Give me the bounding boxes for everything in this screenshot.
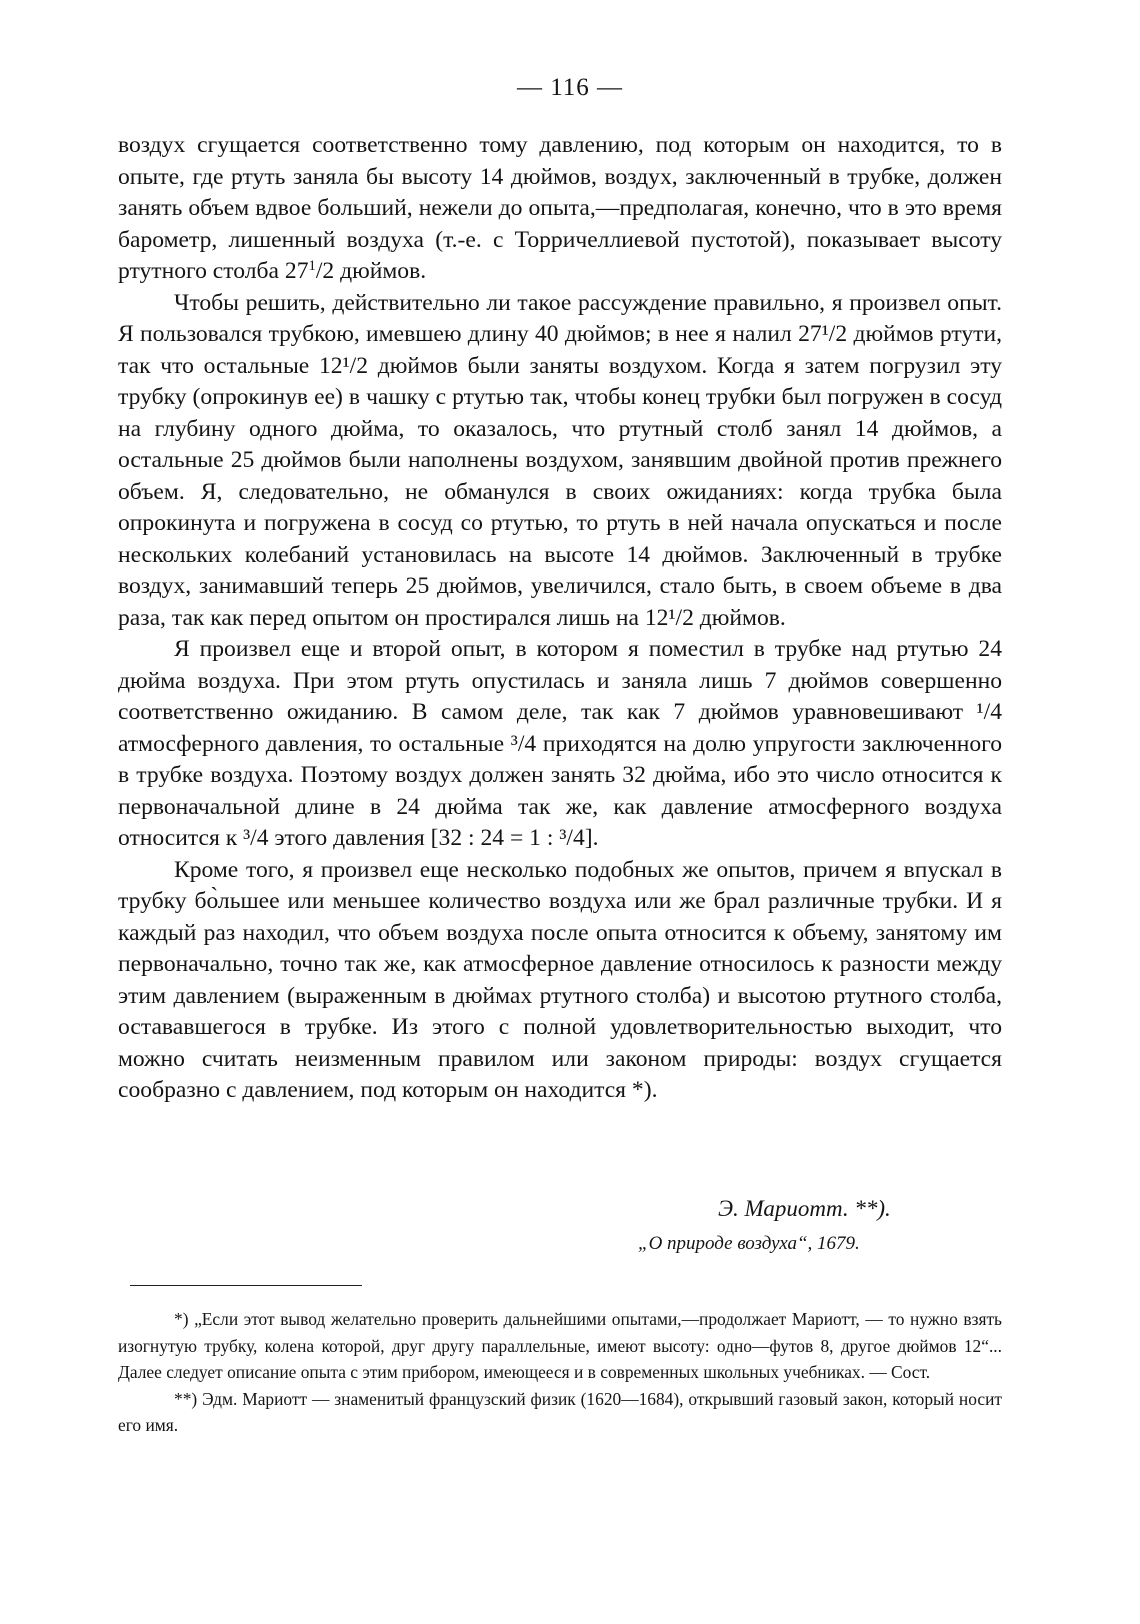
paragraph-1-tail: /2 дюймов.: [315, 258, 427, 284]
paragraph-1: [118, 130, 1002, 288]
paragraph-3: Я произвел еще и второй опыт, в котором я поместил в трубке над ртутью 24 дюйма воздуха. При этом ртуть опустилась и заняла лишь 7 дюймов совершенно соответственно ожиданию. В самом деле, так как 7 дюймов уравновешивают ¹/4 атмосферного давления, то остальные ³/4 приходятся на долю упругости заключенного в трубке воздуха. Поэтому воздух должен занять 32 дюйма, ибо это число относится к первоначальной длине в 24 дюйма так же, как давление атмосферного воздуха относится к ³/4 этого давления [32 : 24 = 1 : ³/4].: [118, 636, 1002, 851]
footnote-1: *) „Если этот вывод желательно проверить дальнейшими опытами,—продолжает Мариотт, — то нужно взять изогнутую трубку, колена которой, друг другу параллельные, имеют высоту: одно—футов 8, другое дюймов 12“... Далее следует описание опыта с этим прибором, имеющееся и в современных школьных учебниках. — Сост.: [118, 1309, 1002, 1382]
footnotes: [118, 1306, 1002, 1439]
main-text: [118, 130, 1002, 1107]
footnote-divider: [130, 1285, 362, 1286]
fraction-numerator: 1: [308, 257, 316, 274]
source-citation: „О природе воздуха“, 1679.: [638, 1233, 860, 1254]
author-signature: Э. Мариотт. **).: [718, 1196, 891, 1221]
paragraph-1-text: воздух сгущается соответственно тому давлению, под которым он находится, то в опыте, где ртуть заняла бы высоту 14 дюймов, воздух, заключенный в трубке, должен занять объем вдвое больший, нежели до опыта,—предполагая, конечно, что в это время барометр, лишенный воздуха (т.-е. с Торричеллиевой пустотой), показывает высоту ртутного столба 27: [118, 132, 1002, 284]
footnote-2: **) Эдм. Мариотт — знаменитый французский физик (1620—1684), открывший газовый закон, который носит его имя.: [118, 1388, 1002, 1435]
paragraph-4: Кроме того, я произвел еще несколько подобных же опытов, причем я впускал в трубку бо̀льшее или меньшее количество воздуха или же брал различные трубки. И я каждый раз находил, что объем воздуха после опыта относится к объему, занятому им первоначально, точно так же, как атмосферное давление относилось к разности между этим давлением (выраженным в дюймах ртутного столба) и высотою ртутного столба, остававшегося в трубке. Из этого с полной удовлетворительностью выходит, что можно считать неизменным правилом или законом природы: воздух сгущается сообразно с давлением, под которым он находится *).: [118, 856, 1002, 1103]
paragraph-2: Чтобы решить, действительно ли такое рассуждение правильно, я произвел опыт. Я пользовался трубкою, имевшею длину 40 дюймов; в нее я налил 27¹/2 дюймов ртути, так что остальные 12¹/2 дюймов были заняты воздухом. Когда я затем погрузил эту трубку (опрокинув ее) в чашку с ртутью так, чтобы конец трубки был погружен в сосуд на глубину одного дюйма, то оказалось, что ртутный столб занял 14 дюймов, а остальные 25 дюймов были наполнены воздухом, занявшим двойной против прежнего объем. Я, следовательно, не обманулся в своих ожиданиях: когда трубка была опрокинута и погружена в сосуд со ртутью, то ртуть в ней начала опускаться и после нескольких колебаний установилась на высоте 14 дюймов. Заключенный в трубке воздух, занимавший теперь 25 дюймов, увеличился, стало быть, в своем объеме в два раза, так как перед опытом он простирался лишь на 12¹/2 дюймов.: [118, 289, 1002, 631]
page-number: — 116 —: [516, 74, 624, 101]
